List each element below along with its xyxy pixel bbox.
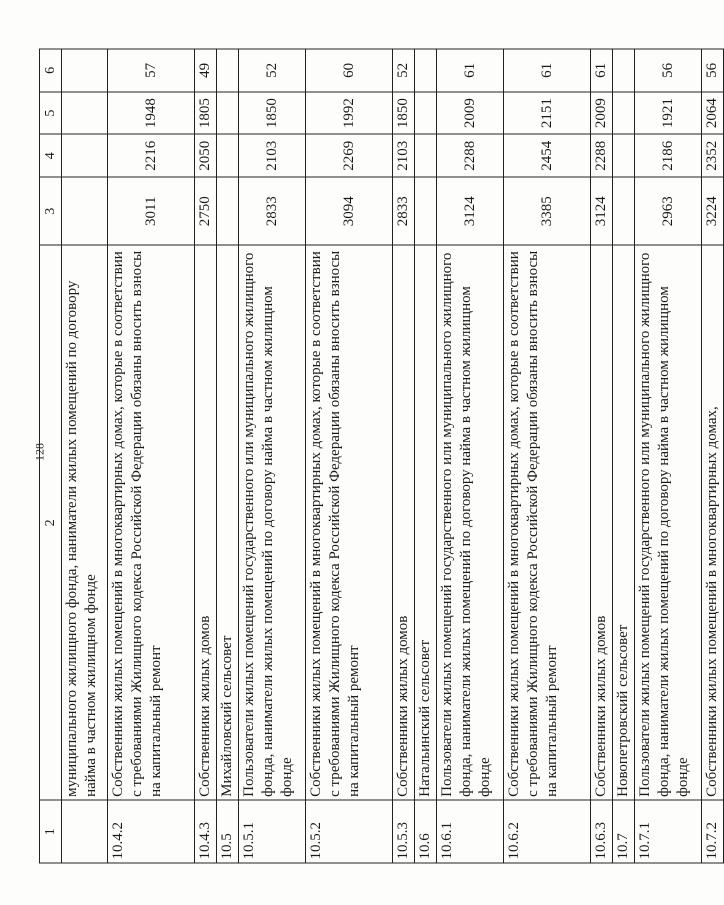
value-cell: 52 xyxy=(393,49,415,92)
value-cell: 2269 xyxy=(306,134,393,177)
description-cell: Михайловский сельсовет xyxy=(217,245,239,800)
value-cell: 2288 xyxy=(437,134,504,177)
table-row xyxy=(504,49,591,863)
value-cell: 2288 xyxy=(591,134,613,177)
value-cell: 1948 xyxy=(108,92,195,135)
value-cell xyxy=(62,177,108,245)
column-header: 5 xyxy=(40,92,62,135)
table-row xyxy=(306,49,393,863)
value-cell: 2009 xyxy=(591,92,613,135)
value-cell xyxy=(613,134,635,177)
value-cell: 2833 xyxy=(393,177,415,245)
value-cell: 57 xyxy=(108,49,195,92)
table-row xyxy=(702,49,724,863)
value-cell xyxy=(217,49,239,92)
value-cell: 61 xyxy=(591,49,613,92)
code-cell: 10.6.3 xyxy=(591,800,613,863)
value-cell: 2050 xyxy=(195,134,217,177)
value-cell: 2064 xyxy=(702,92,724,135)
value-cell: 3011 xyxy=(108,177,195,245)
value-cell: 2352 xyxy=(702,134,724,177)
page-number: 128 xyxy=(32,443,47,461)
code-cell: 10.7.2 xyxy=(702,800,724,863)
table-row xyxy=(437,49,504,863)
value-cell: 2833 xyxy=(239,177,306,245)
table-row xyxy=(591,49,613,863)
column-header: 1 xyxy=(40,800,62,863)
table-row xyxy=(415,49,437,863)
value-cell: 1921 xyxy=(635,92,702,135)
value-cell xyxy=(217,177,239,245)
value-cell xyxy=(415,134,437,177)
code-cell: 10.5.3 xyxy=(393,800,415,863)
code-cell: 10.5 xyxy=(217,800,239,863)
value-cell xyxy=(613,49,635,92)
table-row xyxy=(108,49,195,863)
value-cell xyxy=(217,134,239,177)
column-header: 4 xyxy=(40,134,62,177)
code-cell: 10.6 xyxy=(415,800,437,863)
value-cell xyxy=(613,177,635,245)
value-cell: 2216 xyxy=(108,134,195,177)
description-cell: муниципального жилищного фонда, наниматели жилых помещений по договору найма в частном жилищном фонде xyxy=(62,245,108,800)
code-cell: 10.5.2 xyxy=(306,800,393,863)
value-cell: 2009 xyxy=(437,92,504,135)
value-cell: 3224 xyxy=(702,177,724,245)
description-cell: Новопетровский сельсовет xyxy=(613,245,635,800)
code-cell: 10.7.1 xyxy=(635,800,702,863)
value-cell: 56 xyxy=(635,49,702,92)
value-cell: 60 xyxy=(306,49,393,92)
value-cell: 52 xyxy=(239,49,306,92)
value-cell: 2103 xyxy=(239,134,306,177)
table-row xyxy=(635,49,702,863)
value-cell: 61 xyxy=(437,49,504,92)
value-cell: 3385 xyxy=(504,177,591,245)
description-cell: Натальинский сельсовет xyxy=(415,245,437,800)
value-cell: 49 xyxy=(195,49,217,92)
table-row xyxy=(62,49,108,863)
value-cell: 1850 xyxy=(239,92,306,135)
table-row xyxy=(217,49,239,863)
value-cell: 2454 xyxy=(504,134,591,177)
code-cell: 10.7 xyxy=(613,800,635,863)
value-cell xyxy=(613,92,635,135)
value-cell: 3124 xyxy=(591,177,613,245)
description-cell: Собственники жилых помещений в многоквартирных домах, которые в соответствии с требованиями Жилищного кодекса Российской Федерации обязаны вносить взносы на капитальный ремонт xyxy=(108,245,195,800)
description-cell: Пользователи жилых помещений государственного или муниципального жилищного фонда, наниматели жилых помещений по договору найма в частном жилищном фонде xyxy=(239,245,306,800)
description-cell: Собственники жилых помещений в многоквартирных домах, которые в соответствии с требованиями Жилищного кодекса Российской Федерации обязаны вносить взносы на капитальный ремонт xyxy=(504,245,591,800)
value-cell xyxy=(415,177,437,245)
table-row xyxy=(239,49,306,863)
table-row xyxy=(393,49,415,863)
column-header: 3 xyxy=(40,177,62,245)
description-cell: Собственники жилых домов xyxy=(195,245,217,800)
value-cell xyxy=(415,49,437,92)
rotated-page xyxy=(39,49,720,864)
code-cell: 10.5.1 xyxy=(239,800,306,863)
value-cell: 2963 xyxy=(635,177,702,245)
table-row xyxy=(195,49,217,863)
description-cell: Пользователи жилых помещений государственного или муниципального жилищного фонда, наниматели жилых помещений по договору найма в частном жилищном фонде xyxy=(437,245,504,800)
value-cell: 1992 xyxy=(306,92,393,135)
code-cell: 10.4.2 xyxy=(108,800,195,863)
value-cell: 2103 xyxy=(393,134,415,177)
description-cell: Собственники жилых помещений в многоквартирных домах, которые в соответствии с требованиями Жилищного кодекса Российской Федерации обязаны вносить взносы на капитальный ремонт xyxy=(306,245,393,800)
code-cell: 10.4.3 xyxy=(195,800,217,863)
header-row xyxy=(40,49,62,863)
value-cell: 61 xyxy=(504,49,591,92)
value-cell: 2151 xyxy=(504,92,591,135)
value-cell xyxy=(62,49,108,92)
code-cell: 10.6.2 xyxy=(504,800,591,863)
value-cell xyxy=(415,92,437,135)
description-cell: Собственники жилых помещений в многоквартирных домах, xyxy=(702,245,724,800)
value-cell: 2750 xyxy=(195,177,217,245)
value-cell: 3124 xyxy=(437,177,504,245)
value-cell: 56 xyxy=(702,49,724,92)
value-cell xyxy=(217,92,239,135)
description-cell: Собственники жилых домов xyxy=(393,245,415,800)
table-row xyxy=(613,49,635,863)
code-cell: 10.6.1 xyxy=(437,800,504,863)
value-cell: 1805 xyxy=(195,92,217,135)
description-cell: Пользователи жилых помещений государственного или муниципального жилищного фонда, наниматели жилых помещений по договору найма в частном жилищном фонде xyxy=(635,245,702,800)
value-cell: 3094 xyxy=(306,177,393,245)
value-cell: 1850 xyxy=(393,92,415,135)
code-cell xyxy=(62,800,108,863)
value-cell xyxy=(62,92,108,135)
value-cell: 2186 xyxy=(635,134,702,177)
description-cell: Собственники жилых домов xyxy=(591,245,613,800)
tariff-table xyxy=(39,49,724,864)
column-header: 2 xyxy=(40,245,62,800)
column-header: 6 xyxy=(40,49,62,92)
value-cell xyxy=(62,134,108,177)
